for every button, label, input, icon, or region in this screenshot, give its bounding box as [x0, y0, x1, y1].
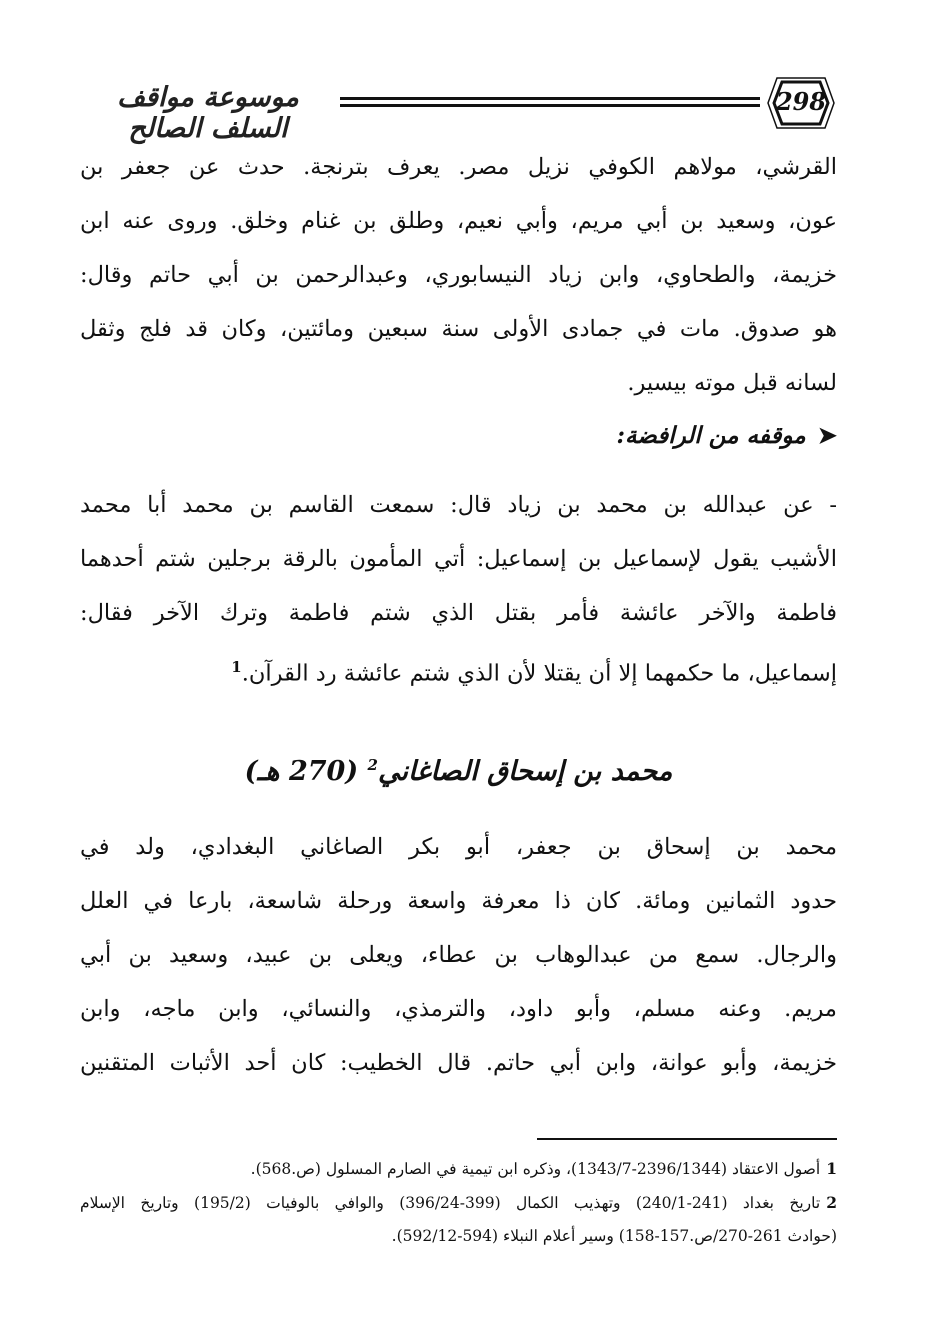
header-rule: [340, 97, 760, 100]
footnote-ref[interactable]: 1: [231, 658, 242, 676]
text-line: فاطمة والآخر عائشة فأمر بقتل الذي شتم فاطمة وترك الآخر فقال:: [80, 600, 837, 626]
stance-paragraph: [80, 478, 837, 701]
text-line: - عن عبدالله بن محمد بن زياد قال: سمعت القاسم بن محمد أبا محمد: [80, 492, 837, 518]
footnote-separator: [537, 1138, 837, 1140]
text-line: [80, 640, 837, 701]
footnote-number: 2: [826, 1193, 837, 1212]
text-line: هو صدوق. مات في جمادى الأولى سنة سبعين ومائتين، وكان قد فلج وثقل: [80, 316, 837, 342]
footnote-item: [80, 1220, 837, 1253]
stance-last-line-text: إسماعيل، ما حكمهما إلا أن يقتلا لأن الذي شتم عائشة رد القرآن.: [241, 660, 837, 687]
footnote-text: (حوادث 261-270/ص.157-158) وسير أعلام النبلاء (594-592/12).: [391, 1227, 837, 1245]
footnote-ref[interactable]: 2: [367, 756, 378, 774]
text-line: والرجال. سمع من عبدالوهاب بن عطاء، ويعلى بن عبيد، وسعيد بن أبي: [80, 942, 837, 968]
text-line: عون، وسعيد بن أبي مريم، وأبي نعيم، وطلق بن غنام وخلق. وروى عنه ابن: [80, 208, 837, 234]
footnote-item: [80, 1186, 837, 1220]
header-rule: [340, 104, 760, 107]
text-line: مريم. وعنه مسلم، وأبو داود، والترمذي، والنسائي، وابن ماجه، وابن: [80, 996, 837, 1022]
footnote-item: [80, 1152, 837, 1186]
footnote-text: تاريخ بغداد (241-240/1) وتهذيب الكمال (399-396/24) والوافي بالوفيات (195/2) وتاريخ الإسلام: [80, 1194, 821, 1212]
footnote-number: 1: [826, 1159, 837, 1178]
text-line: حدود الثمانين ومائة. كان ذا معرفة واسعة ورحلة شاسعة، بارعا في العلل: [80, 888, 837, 914]
footnotes: [80, 1152, 837, 1253]
bio-paragraph: [80, 820, 837, 1090]
text-line: لسانه قبل موته بيسير.: [627, 370, 837, 396]
stance-heading: [80, 422, 837, 449]
page-header: [78, 70, 838, 144]
text-line: خزيمة، والطحاوي، وابن زياد النيسابوري، وعبدالرحمن بن أبي حاتم وقال:: [80, 262, 837, 288]
page-number-badge: [764, 74, 838, 132]
intro-paragraph: [80, 140, 837, 410]
text-line: خزيمة، وأبو عوانة، وابن أبي حاتم. قال الخطيب: كان أحد الأثبات المتقنين: [80, 1050, 837, 1076]
text-line: محمد بن إسحاق بن جعفر، أبو بكر الصاغاني البغدادي، ولد في: [80, 834, 837, 860]
text-line: القرشي، مولاهم الكوفي نزيل مصر. يعرف بترنجة. حدث عن جعفر بن: [80, 154, 837, 180]
arrow-bullet-icon: ➤: [817, 422, 837, 449]
section-title: [80, 756, 837, 787]
page-number: 298: [775, 87, 827, 116]
text-line: الأشيب يقول لإسماعيل بن إسماعيل: أتي المأمون بالرقة برجلين شتم أحدهما: [80, 546, 837, 572]
section-title-name: محمد بن إسحاق الصاغاني: [377, 756, 673, 787]
section-title-date: (270 هـ): [244, 756, 359, 787]
footnote-text: أصول الاعتقاد (2396/1344-1343/7)، وذكره ابن تيمية في الصارم المسلول (ص.568).: [250, 1160, 821, 1178]
book-title: موسوعة مواقف السلف الصالح: [117, 82, 299, 144]
stance-heading-text: موقفه من الرافضة:: [616, 422, 806, 449]
